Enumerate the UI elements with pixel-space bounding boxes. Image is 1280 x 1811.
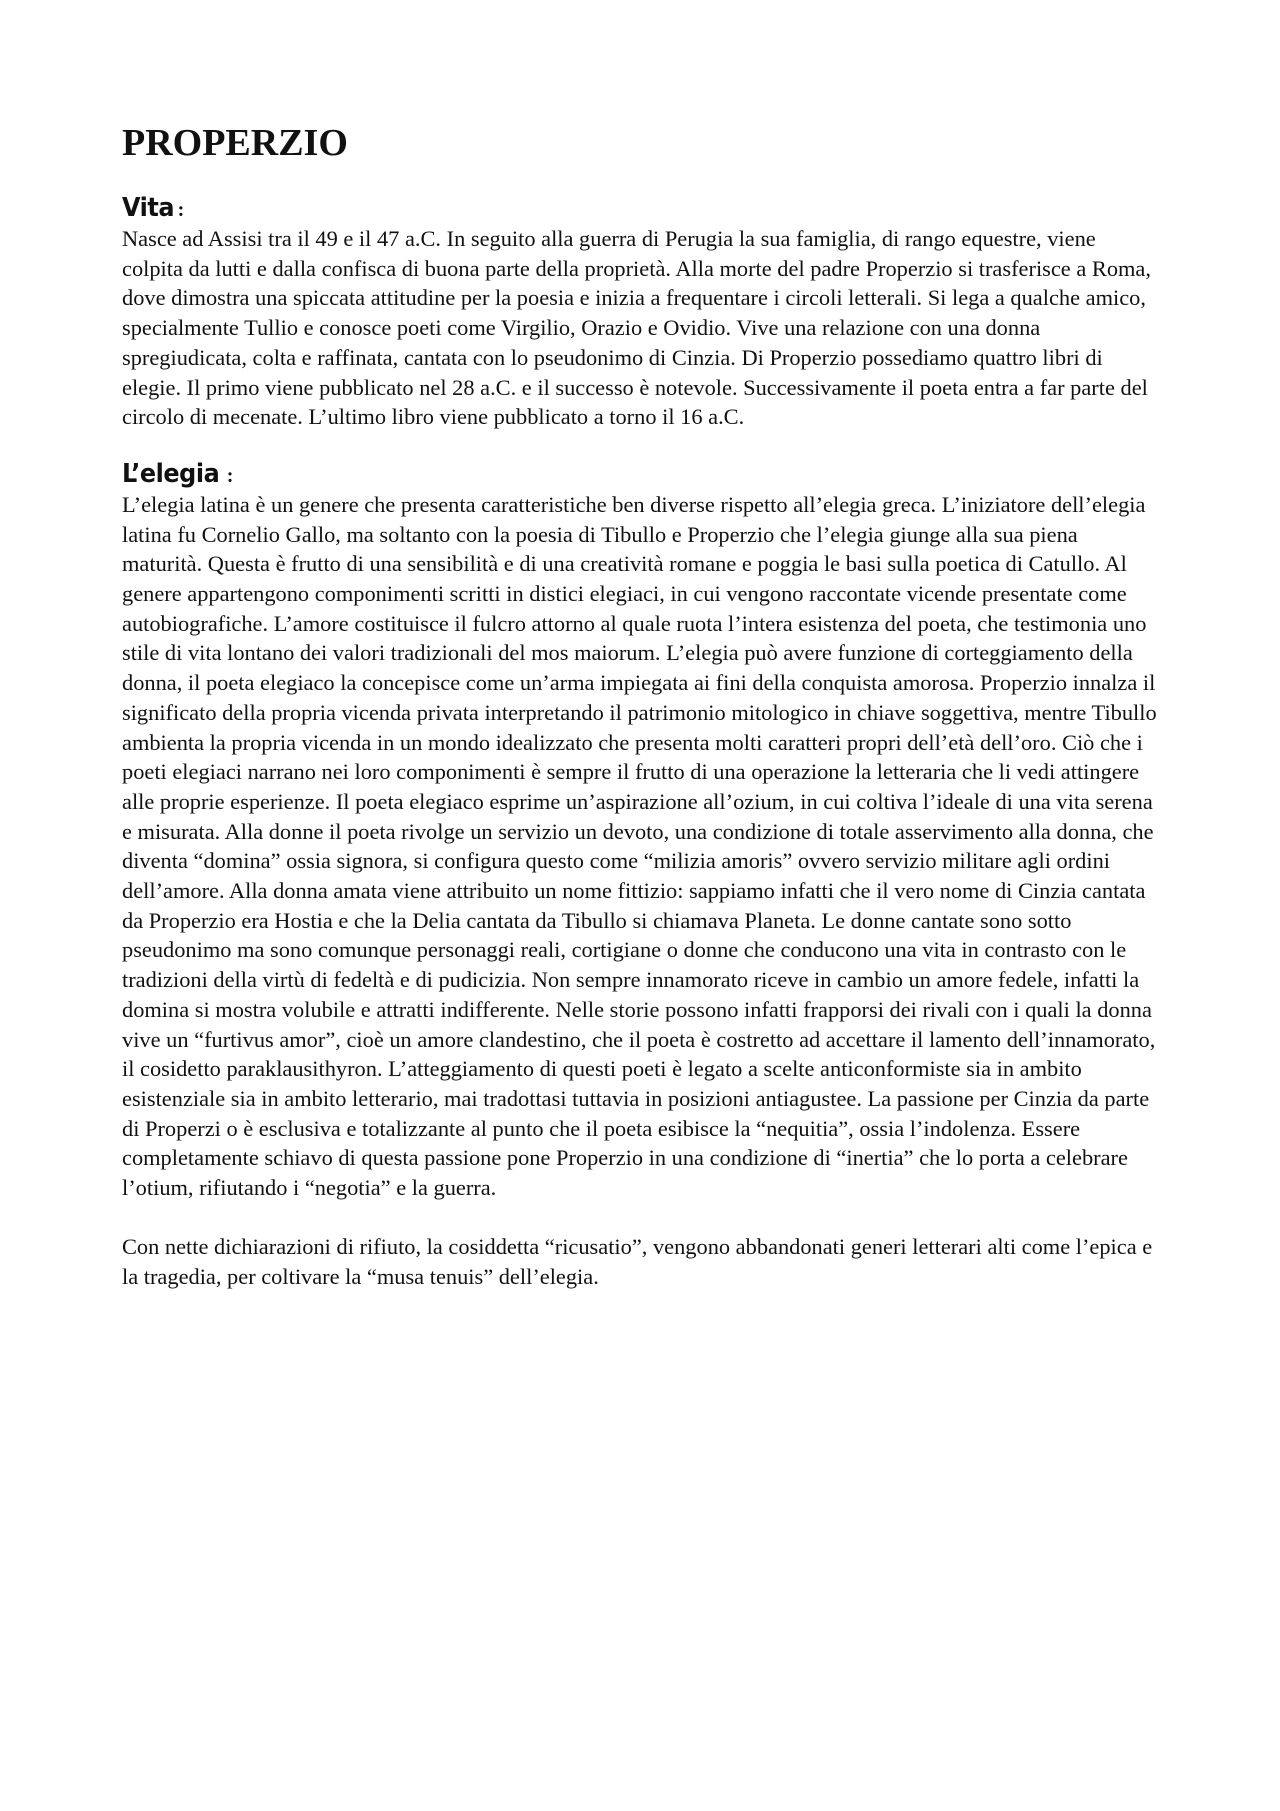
section-heading-vita [122, 188, 1162, 224]
paragraph-elegia-main: L’elegia latina è un genere che presenta caratteristiche ben diverse rispetto all’elegia greca. L’iniziatore dell’elegia latina fu Cornelio Gallo, ma soltanto con la poesia di Tibullo e Properzio che l’elegia giunge alla sua piena maturità. Questa è frutto di una sensibilità e di una creatività romane e poggia le basi sulla poetica di Catullo. Al genere appartengono componimenti scritti in distici elegiaci, in cui vengono raccontate vicende presentate come autobiografiche. L’amore costituisce il fulcro attorno al quale ruota l’intera esistenza del poeta, che testimonia uno stile di vita lontano dei valori tradizionali del mos maiorum. L’elegia può avere funzione di corteggiamento della donna, il poeta elegiaco la concepisce come un’arma impiegata ai fini della conquista amorosa. Properzio innalza il significato della propria vicenda privata interpretando il patrimonio mitologico in chiave soggettiva, mentre Tibullo ambienta la propria vicenda in un mondo idealizzato che presenta molti caratteri propri dell’età dell’oro. Ciò che i poeti elegiaci narrano nei loro componimenti è sempre il frutto di una operazione la letteraria che li vedi attingere alle proprie esperienze. Il poeta elegiaco esprime un’aspirazione all’ozium, in cui coltiva l’ideale di una vita serena e misurata. Alla donne il poeta rivolge un servizio un devoto, una condizione di totale asservimento alla donna, che diventa “domina” ossia signora, si configura questo come “milizia amoris” ovvero servizio militare agli ordini dell’amore. Alla donna amata viene attribuito un nome fittizio: sappiamo infatti che il vero nome di Cinzia cantata da Properzio era Hostia e che la Delia cantata da Tibullo si chiamava Planeta. Le donne cantate sono sotto pseudonimo ma sono comunque personaggi reali, cortigiane o donne che conducono una vita in contrasto con le tradizioni della virtù di fedeltà e di pudicizia. Non sempre innamorato riceve in cambio un amore fedele, infatti la domina si mostra volubile e attratti indifferente. Nelle storie possono infatti frapporsi dei rivali con i quali la donna vive un “furtivus amor”, cioè un amore clandestino, che il poeta è costretto ad accettare il lamento dell’innamorato, il cosidetto paraklausithyron. L’atteggiamento di questi poeti è legato a scelte anticonformiste sia in ambito esistenziale sia in ambito letterario, mai tradottasi tuttavia in posizioni antiagustee. La passione per Cinzia da parte di Properzi o è esclusiva e totalizzante al punto che il poeta esibisce la “nequitia”, ossia l’indolenza. Essere completamente schiavo di questa passione pone Properzio in una condizione di “inertia” che lo porta a celebrare l’otium, rifiutando i “negotia” e la guerra. [122, 491, 1157, 1201]
section-heading-elegia [122, 454, 1162, 490]
section-heading-label: L’elegia [122, 458, 220, 489]
section-heading-label: Vita [122, 193, 175, 223]
paragraph-elegia-ricusatio: Con nette dichiarazioni di rifiuto, la cosiddetta “ricusatio”, vengono abbandonati generi letterari alti come l’epica e la tragedia, per coltivare la “musa tenuis” dell’elegia. [122, 1233, 1153, 1289]
document-content [122, 118, 1162, 1291]
paragraph-vita: Nasce ad Assisi tra il 49 e il 47 a.C. In seguito alla guerra di Perugia la sua famiglia, di rango equestre, viene colpita da lutti e dalla confisca di buona parte della proprietà. Alla morte del padre Properzio si trasferisce a Roma, dove dimostra una spiccata attitudine per la poesia e inizia a frequentare i circoli letterali. Si lega a qualche amico, specialmente Tullio e conosce poeti come Virgilio, Orazio e Ovidio. Vive una relazione con una donna spregiudicata, colta e raffinata, cantata con lo pseudonimo di Cinzia. Di Properzio possediamo quattro libri di elegie. Il primo viene pubblicato nel 28 a.C. e il successo è notevole. Successivamente il poeta entra a far parte del circolo di mecenate. L’ultimo libro viene pubblicato a torno il 16 a.C. [122, 226, 1151, 430]
document-title: PROPERZIO [122, 122, 348, 164]
section-heading-colon: : [226, 464, 234, 487]
section-vita [122, 188, 1162, 432]
section-heading-colon: : [177, 199, 185, 221]
section-elegia [122, 454, 1162, 1291]
